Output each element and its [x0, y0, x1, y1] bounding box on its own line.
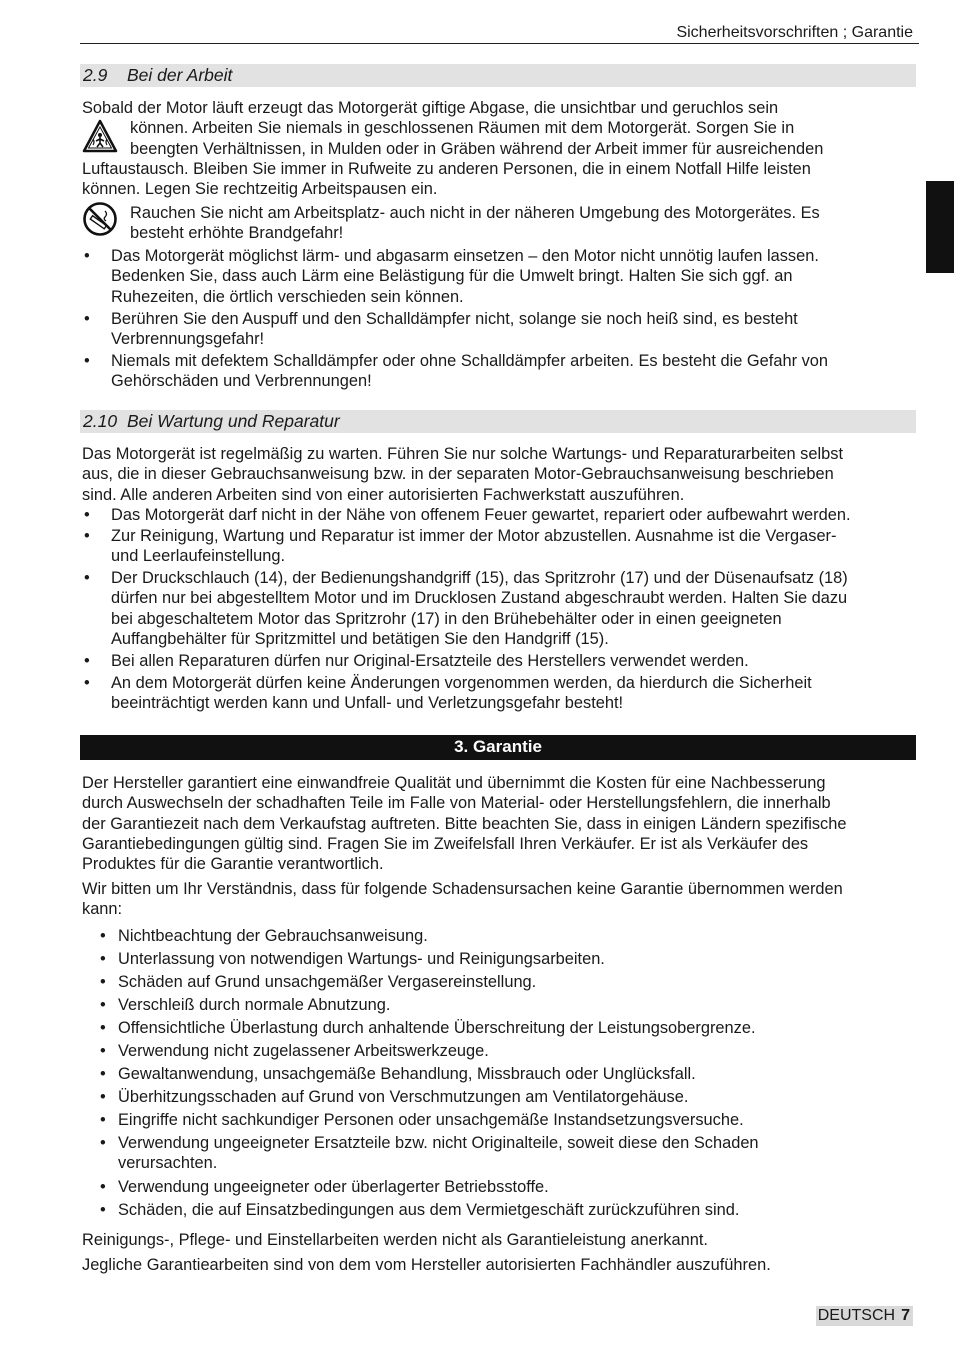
text-line: durch Auswechseln der schadhaften Teile im Falle von Material- oder Herstellungsfehlern, die innerhalb: [82, 794, 831, 813]
text-line: können. Legen Sie rechtzeitig Arbeitspausen ein.: [82, 180, 438, 199]
text-line: Verbrennungsgefahr!: [111, 330, 265, 349]
text-line: der Garantiezeit nach dem Verkaufstag auftreten. Bitte beachten Sie, dass in einigen Ländern spezifische: [82, 814, 847, 833]
text-line: Niemals mit defektem Schalldämpfer oder ohne Schalldämpfer arbeiten. Es besteht die Gefahr von: [111, 352, 829, 370]
text-line: Luftaustausch. Bleiben Sie immer in Rufweite zu anderen Personen, die in einem Notfall Hilfe leisten: [82, 159, 811, 178]
text-line: Schäden auf Grund unsachgemäßer Vergasereinstellung.: [118, 973, 537, 991]
list-item: • An dem Motorgerät dürfen keine Änderungen vorgenommen werden, da hierdurch die Sicherheit beeinträchtigt werden kann und Unfall- und Verletzungsgefahr besteht!: [82, 673, 916, 715]
list-item: • Überhitzungsschaden auf Grund von Verschmutzungen am Ventilatorgehäuse.: [100, 1087, 916, 1110]
list-item: • Nichtbeachtung der Gebrauchsanweisung.: [100, 926, 916, 949]
s210-paragraph-1: [82, 444, 916, 505]
text-line: sind. Alle anderen Arbeiten sind von einer autorisierten Fachwerkstatt auszuführen.: [82, 485, 685, 504]
list-item: • Gewaltanwendung, unsachgemäße Behandlung, Missbrauch oder Unglücksfall.: [100, 1064, 916, 1087]
s210-bullet-list: [82, 505, 916, 715]
text-line: aus, die in dieser Gebrauchsanweisung bzw. in der separaten Motor-Gebrauchsanweisung beschrieben: [82, 465, 834, 484]
text-line: Verwendung ungeeigneter oder überlagerter Betriebsstoffe.: [118, 1178, 549, 1196]
text-line: An dem Motorgerät dürfen keine Änderungen vorgenommen werden, da hierdurch die Sicherheit: [111, 674, 812, 692]
language-tab-marker: [926, 181, 954, 273]
list-item: • Offensichtliche Überlastung durch anhaltende Überschreitung der Leistungsobergrenze.: [100, 1018, 916, 1041]
list-item: • Bei allen Reparaturen dürfen nur Original-Ersatzteile des Herstellers verwendet werden.: [82, 651, 916, 673]
text-line: beengten Verhältnissen, in Mulden oder in Gräben während der Arbeit immer für ausreichenden: [130, 139, 824, 158]
text-line: beeinträchtigt werden kann und Unfall- und Verletzungsgefahr besteht!: [111, 694, 624, 713]
text-line: Der Hersteller garantiert eine einwandfreie Qualität und übernimmt die Kosten für eine Nachbesserung: [82, 774, 826, 792]
text-line: besteht erhöhte Brandgefahr!: [130, 224, 344, 243]
text-line: Das Motorgerät darf nicht in der Nähe von offenem Feuer gewartet, repariert oder aufbewahrt werden.: [111, 506, 851, 524]
list-item: • Verwendung nicht zugelassener Arbeitswerkzeuge.: [100, 1041, 916, 1064]
list-item: • Niemals mit defektem Schalldämpfer oder ohne Schalldämpfer arbeiten. Es besteht die Gefahr von Gehörschäden und Verbrennungen!: [82, 351, 916, 393]
text-line: Gehörschäden und Verbrennungen!: [111, 372, 372, 391]
text-line: Bedenken Sie, dass auch Lärm eine Belästigung für die Umwelt bringt. Halten Sie sich ggf. an: [111, 267, 793, 286]
s29-paragraph-2: [130, 203, 916, 244]
footer-language: DEUTSCH: [817, 1307, 896, 1324]
text-line: und Leerlaufeinstellung.: [111, 547, 286, 566]
text-line: Auffangbehälter für Spritzmittel und betätigen Sie den Handgriff (15).: [111, 629, 609, 648]
section-2-9-heading: [80, 64, 916, 87]
list-item: • Der Druckschlauch (14), der Bedienungshandgriff (15), das Spritzrohr (17) und der Düsenaufsatz (18) dürfen nur bei abgestelltem Motor und im Drucklosen Zustand abgeschraubt werden. Halten Sie dazu bei abgeschaltetem Motor das Spritzrohr (17) in den Brühebehälter oder in einen geeigneten Auffangbehälter für Spritzmittel und betätigen Sie den Handgriff (15).: [82, 568, 916, 651]
text-line: dürfen nur bei abgestelltem Motor und im Drucklosen Zustand abgeschraubt werden. Halten Sie dazu: [111, 589, 848, 608]
text-line: Produktes für die Garantie verantwortlich.: [82, 855, 384, 874]
text-line: Das Motorgerät möglichst lärm- und abgasarm einsetzen – den Motor nicht unnötig laufen lassen.: [111, 247, 819, 265]
garantie-paragraph-3: Reinigungs-, Pflege- und Einstellarbeiten werden nicht als Garantieleistung anerkannt.: [82, 1231, 708, 1249]
text-line: Unterlassung von notwendigen Wartungs- und Reinigungsarbeiten.: [118, 950, 605, 968]
garantie-heading: 3. Garantie: [80, 735, 916, 760]
section-number: 2.9: [83, 65, 108, 85]
text-line: bei abgeschaltetem Motor das Spritzrohr (17) in den Brühebehälter oder in einen geeigneten: [111, 609, 782, 628]
text-line: Offensichtliche Überlastung durch anhaltende Überschreitung der Leistungsobergrenze.: [118, 1019, 756, 1037]
text-line: Schäden, die auf Einsatzbedingungen aus dem Vermietgeschäft zurückzuführen sind.: [118, 1201, 740, 1219]
list-item: • Das Motorgerät möglichst lärm- und abgasarm einsetzen – den Motor nicht unnötig laufen lassen. Bedenken Sie, dass auch Lärm eine Belästigung für die Umwelt bringt. Halten Sie sich ggf. an Ruhezeiten, die örtlich verschieden sein können.: [82, 246, 916, 309]
s29-paragraph-1: [82, 98, 916, 199]
text-line: Verwendung ungeeigneter Ersatzteile bzw. nicht Originalteile, soweit diese den Schaden: [118, 1134, 759, 1152]
text-line: verursachten.: [118, 1154, 218, 1173]
list-item: • Das Motorgerät darf nicht in der Nähe von offenem Feuer gewartet, repariert oder aufbewahrt werden.: [82, 505, 916, 526]
text-line: Berühren Sie den Auspuff und den Schalldämpfer nicht, solange sie noch heiß sind, es besteht: [111, 310, 798, 328]
list-item: • Zur Reinigung, Wartung und Reparatur ist immer der Motor abzustellen. Ausnahme ist die Vergaser- und Leerlaufeinstellung.: [82, 526, 916, 568]
no-smoking-icon: [82, 201, 118, 237]
list-item: • Unterlassung von notwendigen Wartungs- und Reinigungsarbeiten.: [100, 949, 916, 972]
text-line: Überhitzungsschaden auf Grund von Verschmutzungen am Ventilatorgehäuse.: [118, 1088, 689, 1106]
text-line: Verschleiß durch normale Abnutzung.: [118, 996, 391, 1014]
list-item: • Schäden, die auf Einsatzbedingungen aus dem Vermietgeschäft zurückzuführen sind.: [100, 1200, 916, 1223]
list-item: • Verwendung ungeeigneter Ersatzteile bzw. nicht Originalteile, soweit diese den Schaden verursachten.: [100, 1133, 916, 1177]
warning-triangle-icon: [82, 118, 118, 154]
list-item: • Eingriffe nicht sachkundiger Personen oder unsachgemäße Instandsetzungsversuche.: [100, 1110, 916, 1133]
text-line: Ruhezeiten, die örtlich verschieden sein können.: [111, 287, 464, 306]
list-item: • Verschleiß durch normale Abnutzung.: [100, 995, 916, 1018]
page-footer: [816, 1306, 913, 1326]
text-line: Nichtbeachtung der Gebrauchsanweisung.: [118, 927, 428, 945]
running-header: Sicherheitsvorschriften ; Garantie: [676, 24, 913, 41]
text-line: Wir bitten um Ihr Verständnis, dass für folgende Schadensursachen keine Garantie übernommen werden: [82, 880, 843, 898]
s29-bullet-list: [82, 246, 916, 393]
garantie-paragraph-2: [82, 879, 916, 920]
text-line: Das Motorgerät ist regelmäßig zu warten. Führen Sie nur solche Wartungs- und Reparaturarbeiten selbst: [82, 445, 844, 463]
text-line: Verwendung nicht zugelassener Arbeitswerkzeuge.: [118, 1042, 489, 1060]
list-item: • Schäden auf Grund unsachgemäßer Vergasereinstellung.: [100, 972, 916, 995]
section-title: Bei der Arbeit: [127, 65, 233, 85]
text-line: Garantiebedingungen gültig sind. Fragen Sie im Zweifelsfall Ihren Verkäufer. Er ist als Verkäufer des: [82, 834, 809, 853]
text-line: kann:: [82, 900, 123, 919]
list-item: • Verwendung ungeeigneter oder überlagerter Betriebsstoffe.: [100, 1177, 916, 1200]
section-2-10-heading: [80, 410, 916, 433]
text-line: Gewaltanwendung, unsachgemäße Behandlung, Missbrauch oder Unglücksfall.: [118, 1065, 696, 1083]
header-rule: [80, 43, 919, 44]
text-line: Bei allen Reparaturen dürfen nur Original-Ersatzteile des Herstellers verwendet werden.: [111, 652, 749, 670]
garantie-paragraph-4: Jegliche Garantiearbeiten sind von dem vom Hersteller autorisierten Fachhändler auszuführen.: [82, 1256, 771, 1274]
garantie-exclusion-list: [100, 926, 916, 1223]
text-line: Sobald der Motor läuft erzeugt das Motorgerät giftige Abgase, die unsichtbar und geruchlos sein: [82, 99, 779, 117]
list-item: • Berühren Sie den Auspuff und den Schalldämpfer nicht, solange sie noch heiß sind, es besteht Verbrennungsgefahr!: [82, 309, 916, 351]
section-title: Bei Wartung und Reparatur: [127, 411, 340, 431]
text-line: Der Druckschlauch (14), der Bedienungshandgriff (15), das Spritzrohr (17) und der Düsenaufsatz (18): [111, 569, 848, 587]
garantie-paragraph-1: [82, 773, 916, 874]
text-line: Zur Reinigung, Wartung und Reparatur ist immer der Motor abzustellen. Ausnahme ist die Vergaser-: [111, 527, 837, 545]
section-number: 2.10: [83, 411, 118, 431]
page-number: 7: [901, 1307, 910, 1324]
text-line: können. Arbeiten Sie niemals in geschlossenen Räumen mit dem Motorgerät. Sorgen Sie in: [130, 119, 795, 138]
text-line: Rauchen Sie nicht am Arbeitsplatz- auch nicht in der näheren Umgebung des Motorgerätes. Es: [130, 204, 820, 222]
text-line: Eingriffe nicht sachkundiger Personen oder unsachgemäße Instandsetzungsversuche.: [118, 1111, 744, 1129]
